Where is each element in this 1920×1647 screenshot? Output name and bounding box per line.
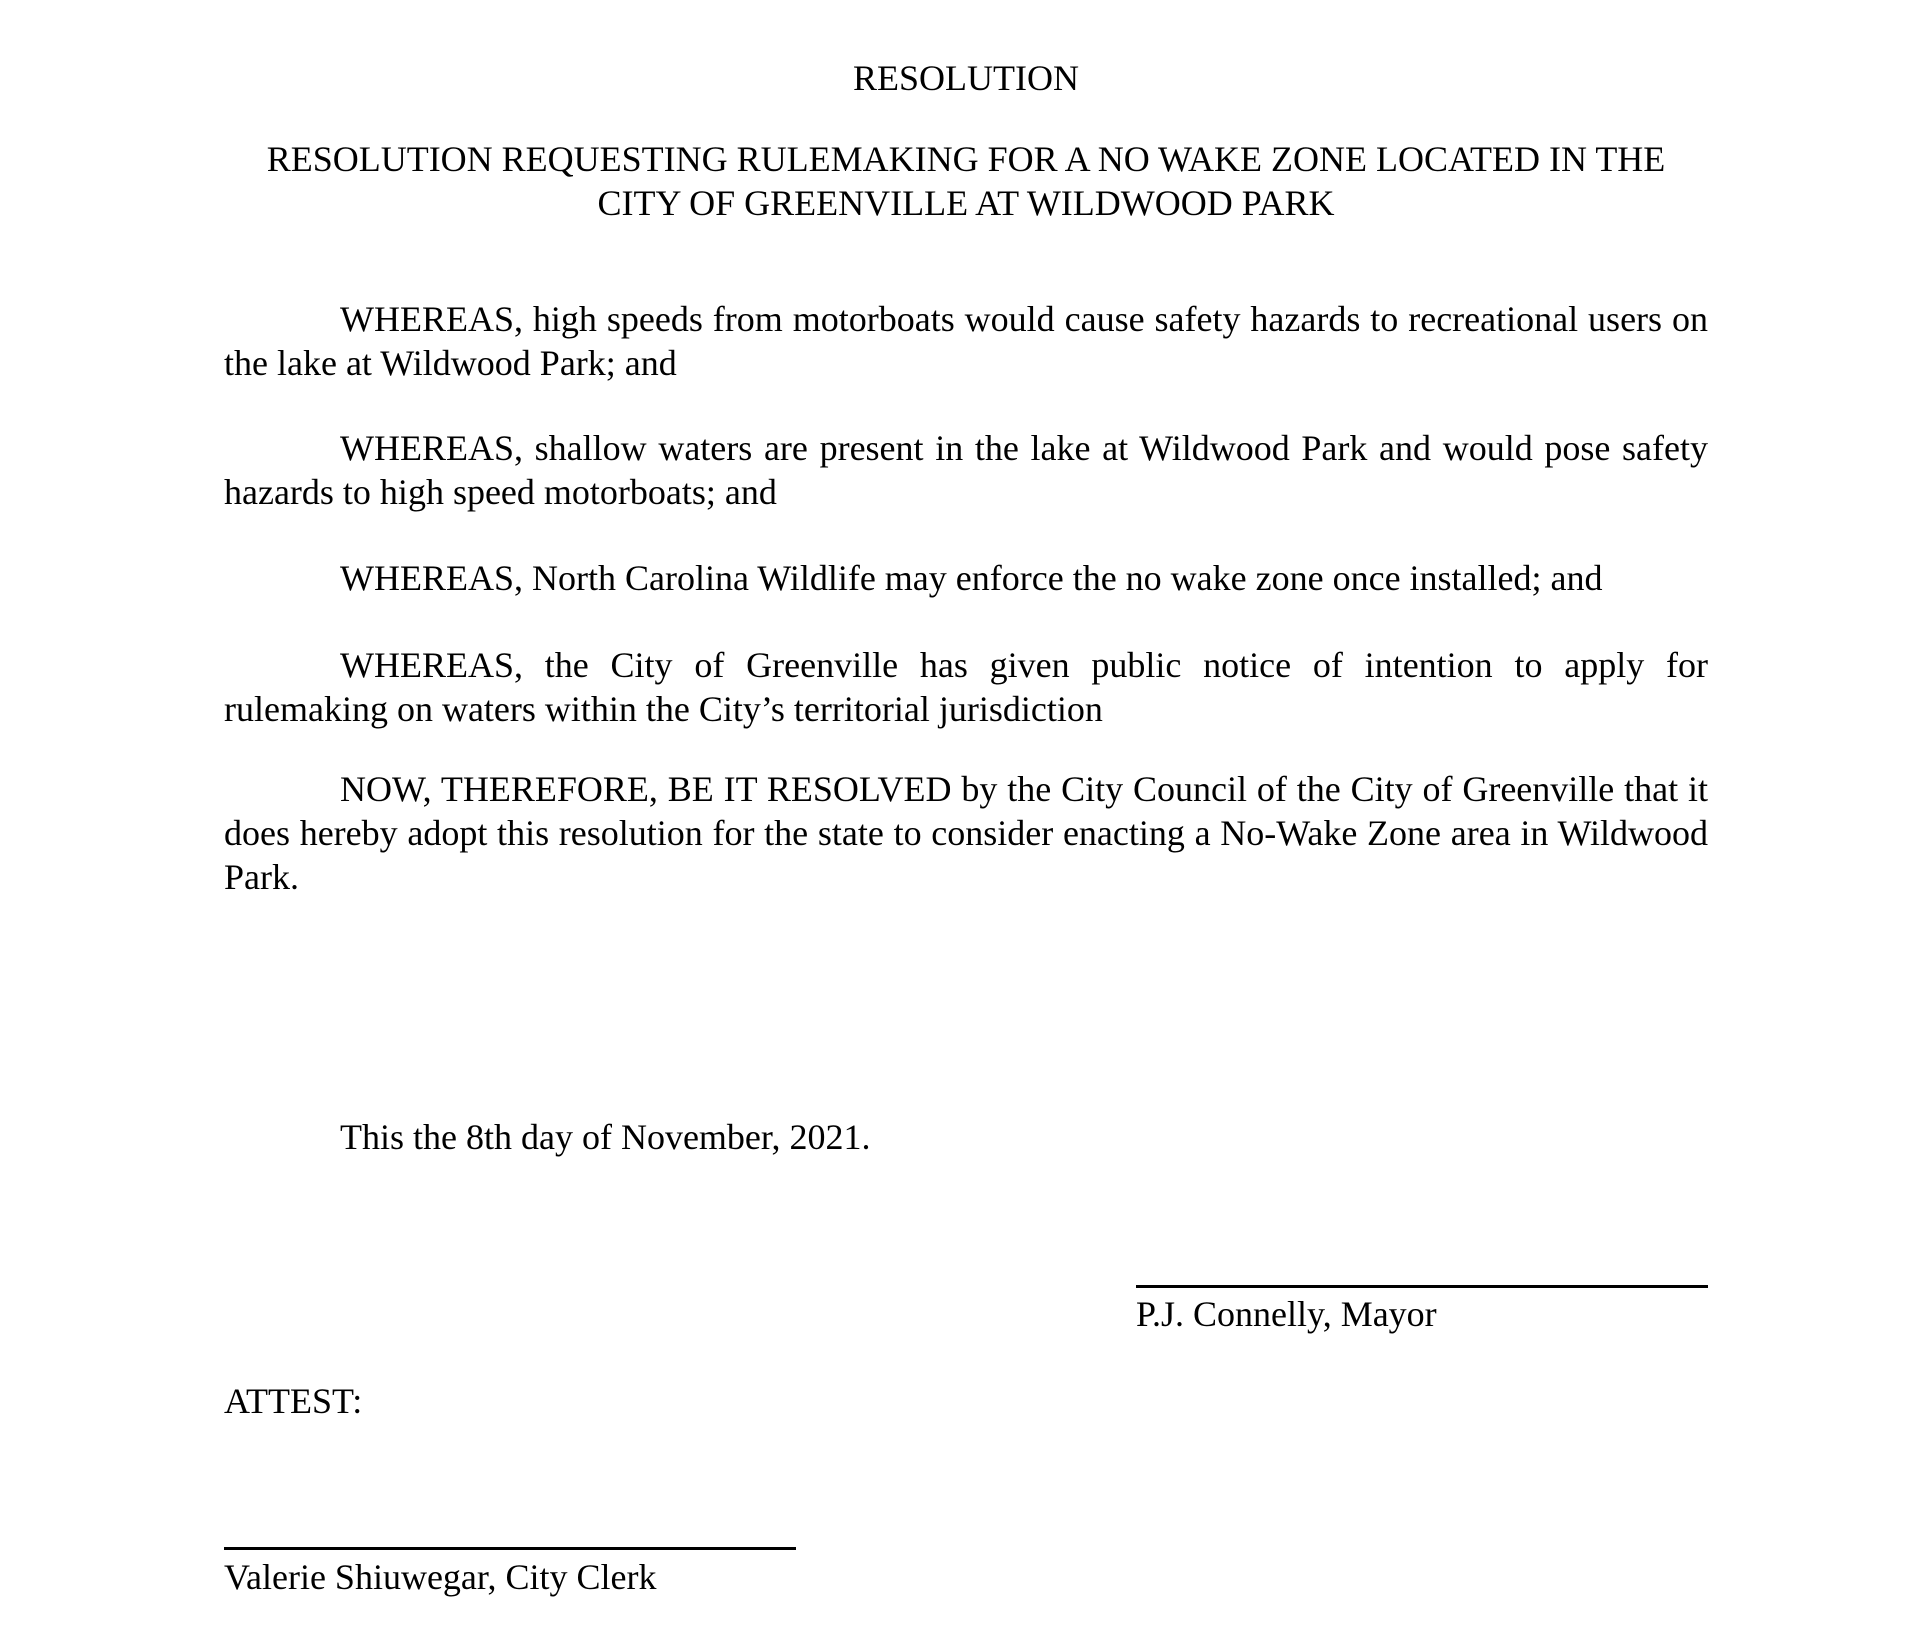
- clerk-signature-name: Valerie Shiuwegar, City Clerk: [224, 1557, 657, 1597]
- whereas-paragraph-public-notice: WHEREAS, the City of Greenville has given public notice of intention to apply for rulemaking on waters within the City’s territorial jurisdiction: [224, 645, 1708, 729]
- resolved-paragraph: NOW, THEREFORE, BE IT RESOLVED by the City Council of the City of Greenville that it does hereby adopt this resolution for the state to consider enacting a No-Wake Zone area in Wildwood Park.: [224, 769, 1708, 897]
- whereas-paragraph-motorboat-speeds: WHEREAS, high speeds from motorboats would cause safety hazards to recreational users on the lake at Wildwood Park; and: [224, 299, 1708, 383]
- mayor-signature-name: P.J. Connelly, Mayor: [1136, 1294, 1437, 1334]
- document-title: RESOLUTION: [853, 58, 1079, 98]
- mayor-signature-line: [1136, 1285, 1708, 1288]
- whereas-paragraph-shallow-waters: WHEREAS, shallow waters are present in the lake at Wildwood Park and would pose safety hazards to high speed motorboats; and: [224, 428, 1708, 512]
- attest-label: ATTEST:: [224, 1381, 363, 1421]
- clerk-signature-line: [224, 1547, 796, 1550]
- whereas-paragraph-wildlife-enforcement: WHEREAS, North Carolina Wildlife may enforce the no wake zone once installed; and: [340, 558, 1603, 598]
- document-subtitle: RESOLUTION REQUESTING RULEMAKING FOR A NO WAKE ZONE LOCATED IN THE CITY OF GREENVILLE AT WILDWOOD PARK: [266, 139, 1666, 223]
- date-statement: This the 8th day of November, 2021.: [340, 1117, 871, 1157]
